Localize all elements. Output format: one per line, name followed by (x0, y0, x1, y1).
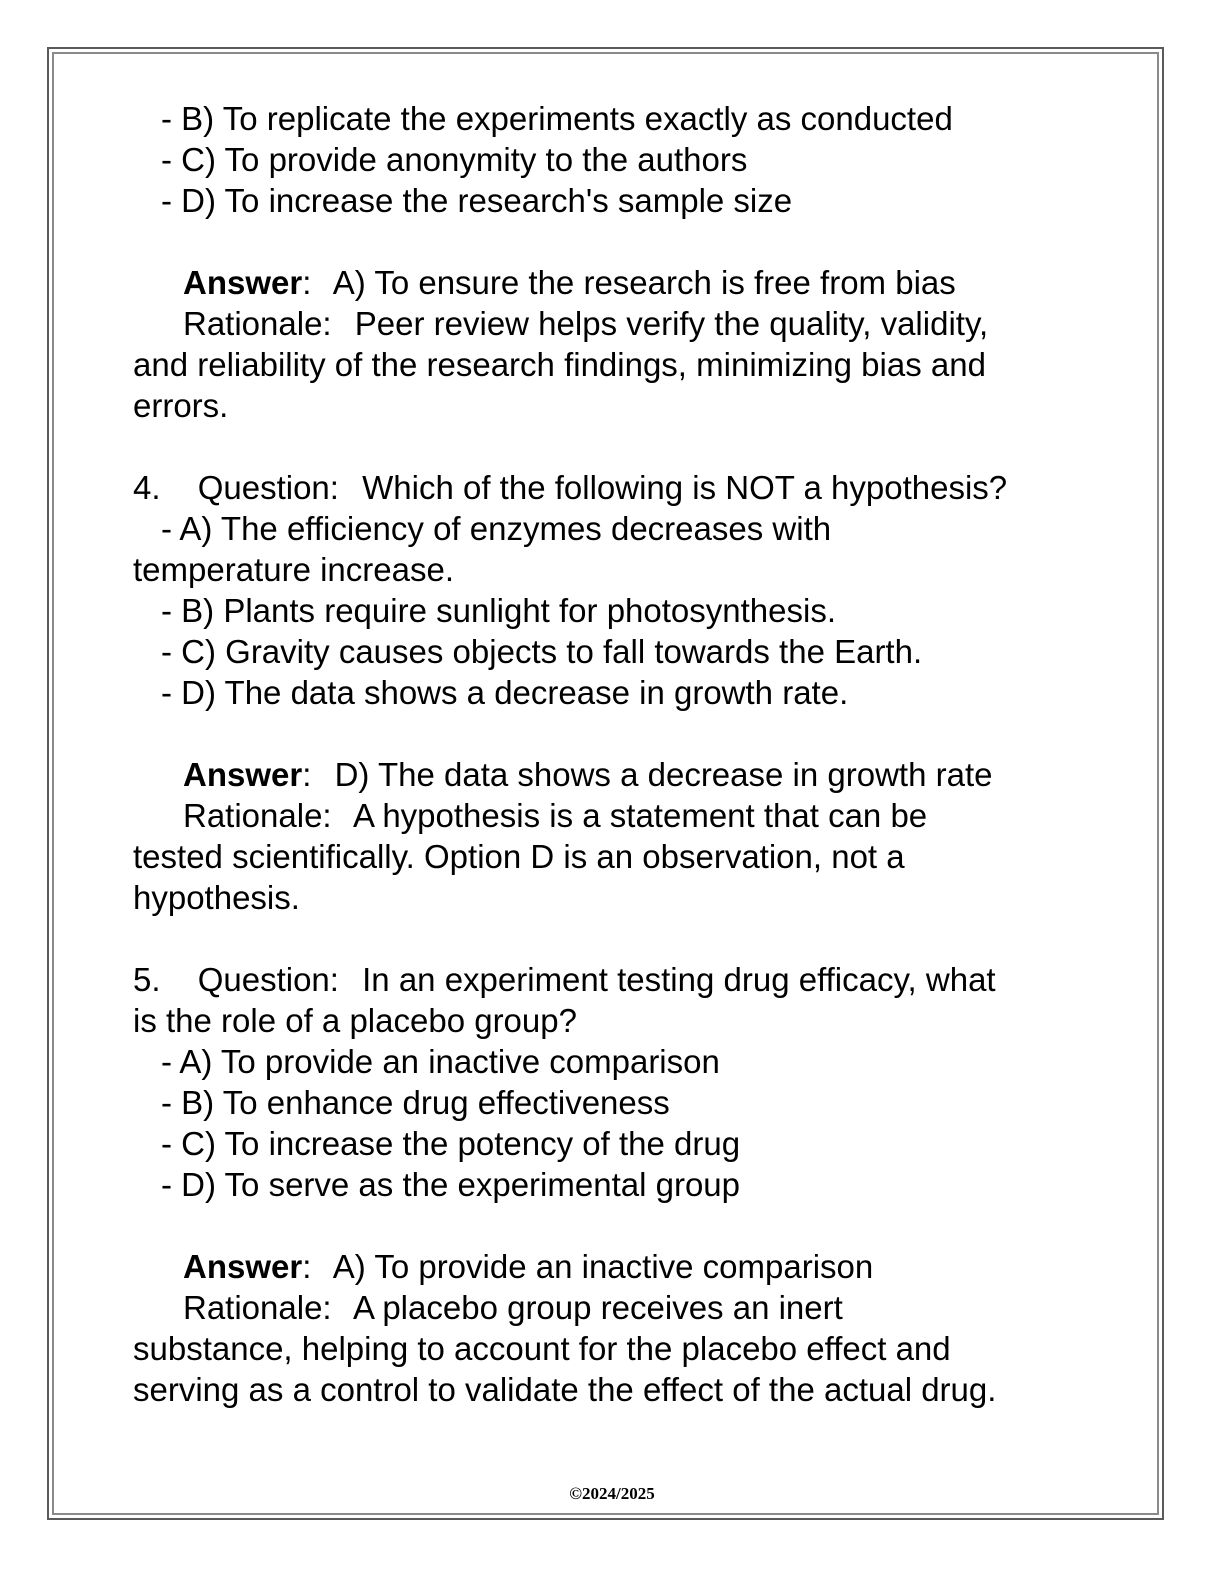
q4-rationale (133, 795, 1093, 836)
q5-rationale-line-2: substance, helping to account for the placebo effect and (133, 1330, 951, 1367)
q4-rationale-line-1: A hypothesis is a statement that can be (352, 797, 928, 834)
q4-question (133, 467, 1093, 508)
q4-number: 4. (133, 469, 161, 506)
q3-option-d: - D) To increase the research's sample size (161, 182, 793, 219)
copyright-footer: ©2024/2025 (569, 1484, 655, 1503)
q5-rationale (133, 1287, 1093, 1328)
q5-rationale-label: Rationale: (183, 1289, 332, 1326)
q3-rationale-line-2: and reliability of the research findings, minimizing bias and (133, 346, 986, 383)
q5-option-a: - A) To provide an inactive comparison (161, 1043, 720, 1080)
q5-option-c: - C) To increase the potency of the drug (161, 1125, 741, 1162)
q4-rationale-label: Rationale: (183, 797, 332, 834)
q4-option-a: - A) The efficiency of enzymes decreases with (161, 510, 832, 547)
page-content (133, 98, 1093, 1410)
q5-option-d: - D) To serve as the experimental group (161, 1166, 740, 1203)
q3-rationale-line-1: Peer review helps verify the quality, validity, (354, 305, 989, 342)
q4-question-text: Which of the following is NOT a hypothesis? (362, 469, 1008, 506)
q5-answer (133, 1246, 1093, 1287)
q5-answer-text: A) To provide an inactive comparison (332, 1248, 874, 1285)
q3-answer (133, 262, 1093, 303)
q4-answer-label: Answer (183, 756, 303, 793)
q4-rationale-line-3: hypothesis. (133, 879, 300, 916)
q4-option-b: - B) Plants require sunlight for photosynthesis. (161, 592, 837, 629)
q4-answer-text: D) The data shows a decrease in growth rate (334, 756, 993, 793)
q5-answer-sep: : (302, 1248, 312, 1285)
q5-question (133, 959, 1093, 1000)
q3-answer-sep: : (302, 264, 312, 301)
q5-answer-label: Answer (183, 1248, 303, 1285)
q5-option-b: - B) To enhance drug effectiveness (161, 1084, 670, 1121)
q3-rationale-label: Rationale: (183, 305, 332, 342)
q4-answer (133, 754, 1093, 795)
q3-rationale-line-3: errors. (133, 387, 229, 424)
q5-number: 5. (133, 961, 161, 998)
q5-question-cont: is the role of a placebo group? (133, 1002, 577, 1039)
q5-label: Question: (197, 961, 339, 998)
q4-answer-sep: : (302, 756, 312, 793)
q4-option-c: - C) Gravity causes objects to fall towards the Earth. (161, 633, 923, 670)
q4-option-d: - D) The data shows a decrease in growth rate. (161, 674, 849, 711)
q4-label: Question: (197, 469, 339, 506)
q4-rationale-line-2: tested scientifically. Option D is an observation, not a (133, 838, 905, 875)
q3-rationale (133, 303, 1093, 344)
q3-option-c: - C) To provide anonymity to the authors (161, 141, 748, 178)
q5-question-text: In an experiment testing drug efficacy, what (362, 961, 996, 998)
q3-answer-label: Answer (183, 264, 303, 301)
q5-rationale-line-3: serving as a control to validate the effect of the actual drug. (133, 1371, 997, 1408)
q3-option-b: - B) To replicate the experiments exactly as conducted (161, 100, 953, 137)
q5-rationale-line-1: A placebo group receives an inert (352, 1289, 843, 1326)
q4-option-a-cont: temperature increase. (133, 551, 454, 588)
q3-answer-text: A) To ensure the research is free from bias (332, 264, 956, 301)
